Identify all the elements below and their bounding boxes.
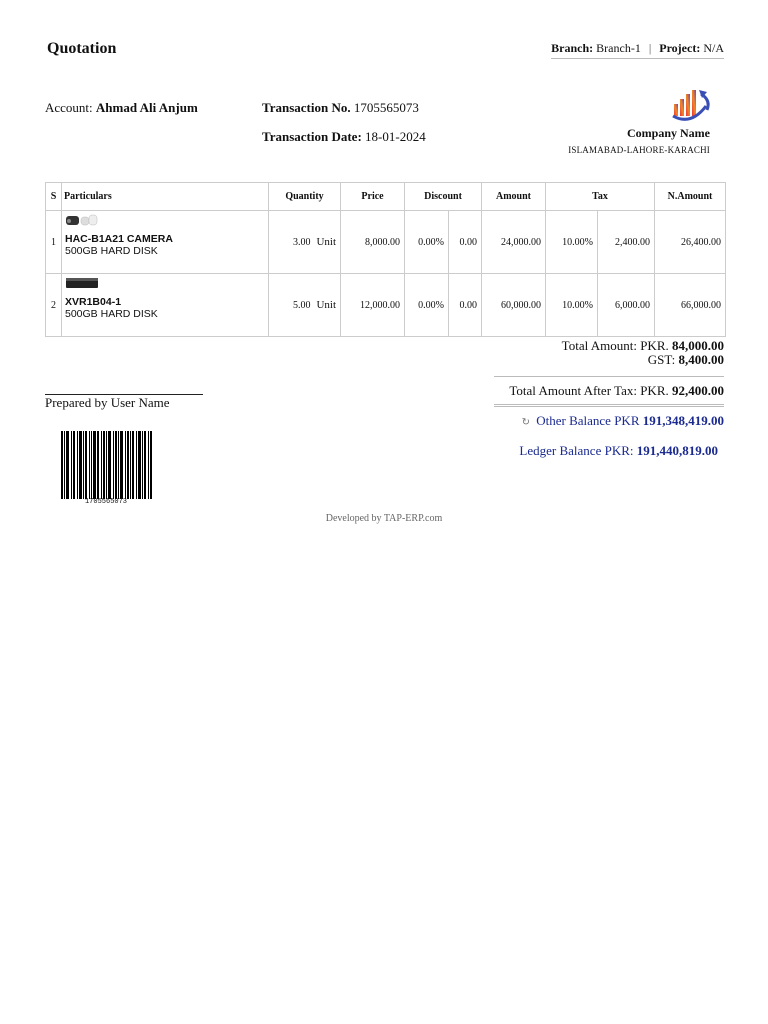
barcode-text: 1705565073	[84, 498, 127, 506]
total-amount-label: Total Amount: PKR.	[561, 338, 669, 353]
quantity-value: 5.00	[292, 300, 311, 311]
row-serial: 1	[46, 211, 62, 274]
row-n-amount: 66,000.00	[655, 274, 726, 337]
row-quantity	[269, 274, 341, 337]
row-n-amount: 26,400.00	[655, 211, 726, 274]
row-discount-pct: 0.00%	[405, 211, 449, 274]
header-particulars: Particulars	[62, 183, 269, 211]
camera-product-icon	[65, 213, 99, 227]
branch-label: Branch:	[551, 41, 594, 55]
row-tax-pct: 10.00%	[546, 274, 598, 337]
project-label: Project:	[659, 41, 701, 55]
other-balance-value: 191,348,419.00	[642, 413, 724, 428]
company-cities: ISLAMABAD-LAHORE-KARACHI	[568, 145, 710, 155]
total-after-tax	[494, 376, 724, 399]
header-quantity: Quantity	[269, 183, 341, 211]
item-name: HAC-B1A21 CAMERA	[65, 233, 173, 245]
header-tax: Tax	[546, 183, 655, 211]
row-tax-amount: 6,000.00	[598, 274, 655, 337]
separator: |	[648, 41, 652, 55]
totals-block	[562, 339, 724, 367]
row-discount-amount: 0.00	[449, 211, 482, 274]
quantity-unit: Unit	[316, 299, 336, 311]
quantity-unit: Unit	[316, 236, 336, 248]
account-name: Ahmad Ali Anjum	[95, 100, 198, 115]
header-discount: Discount	[405, 183, 482, 211]
ledger-balance	[519, 443, 718, 459]
refresh-icon[interactable]: ↻	[521, 417, 530, 428]
item-name: XVR1B04-1	[65, 296, 122, 308]
row-discount-pct: 0.00%	[405, 274, 449, 337]
row-quantity	[269, 211, 341, 274]
ledger-balance-value: 191,440,819.00	[636, 443, 718, 458]
header-price: Price	[341, 183, 405, 211]
footer-credit[interactable]: Developed by TAP-ERP.com	[325, 513, 443, 524]
transaction-no-label: Transaction No.	[262, 100, 351, 115]
row-particulars	[62, 274, 269, 337]
gst-label: GST:	[647, 352, 676, 367]
quantity-value: 3.00	[292, 237, 311, 248]
transaction-date	[262, 129, 426, 145]
row-amount: 24,000.00	[482, 211, 546, 274]
branch-project-line	[551, 41, 724, 59]
gst-value: 8,400.00	[678, 352, 724, 367]
ledger-balance-label: Ledger Balance PKR:	[519, 443, 634, 458]
row-amount: 60,000.00	[482, 274, 546, 337]
items-table	[45, 182, 726, 337]
balances-divider	[494, 404, 724, 407]
table-row	[46, 211, 726, 274]
header-n-amount: N.Amount	[655, 183, 726, 211]
total-after-tax-value: 92,400.00	[672, 383, 724, 398]
barcode-icon	[60, 431, 152, 499]
dvr-product-icon	[65, 276, 99, 290]
other-balance-label: Other Balance PKR	[536, 413, 640, 428]
transaction-no-value: 1705565073	[353, 100, 419, 115]
total-amount	[562, 339, 724, 353]
row-tax-pct: 10.00%	[546, 211, 598, 274]
table-row	[46, 274, 726, 337]
item-description: 500GB HARD DISK	[65, 308, 158, 320]
company-name: Company Name	[627, 126, 710, 140]
account-info	[45, 100, 198, 116]
header-s: S	[46, 183, 62, 211]
other-balance	[522, 413, 724, 429]
row-particulars	[62, 211, 269, 274]
row-price: 8,000.00	[341, 211, 405, 274]
row-serial: 2	[46, 274, 62, 337]
transaction-date-label: Transaction Date:	[262, 129, 362, 144]
total-amount-value: 84,000.00	[672, 338, 724, 353]
transaction-date-value: 18-01-2024	[365, 129, 426, 144]
gst-amount	[562, 353, 724, 367]
row-tax-amount: 2,400.00	[598, 211, 655, 274]
total-after-tax-label: Total Amount After Tax: PKR.	[509, 383, 669, 398]
header-amount: Amount	[482, 183, 546, 211]
table-header-row	[46, 183, 726, 211]
account-label: Account:	[45, 100, 93, 115]
page-title: Quotation	[47, 40, 117, 57]
bar-chart-logo-icon	[671, 86, 711, 124]
row-price: 12,000.00	[341, 274, 405, 337]
transaction-number	[262, 100, 419, 116]
branch-value: Branch-1	[596, 41, 641, 55]
prepared-by: Prepared by User Name	[45, 395, 170, 410]
project-value: N/A	[703, 41, 724, 55]
row-discount-amount: 0.00	[449, 274, 482, 337]
item-description: 500GB HARD DISK	[65, 245, 158, 257]
